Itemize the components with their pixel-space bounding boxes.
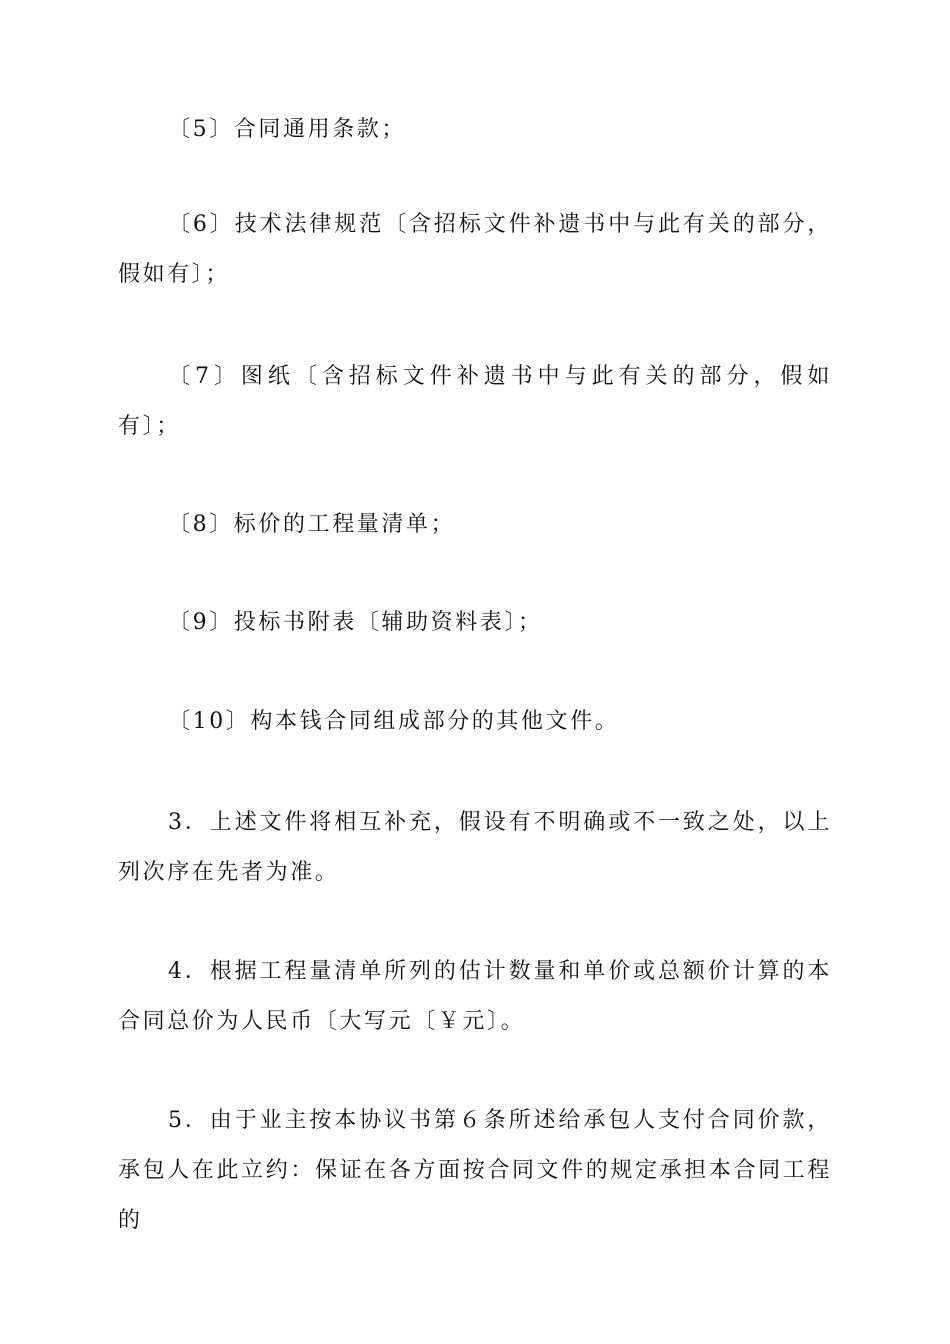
paragraph-clause-5: 5．由于业主按本协议书第６条所述给承包人支付合同价款，承包人在此立约：保证在各方面按合同文件的规定承担本合同工程的 [118,1108,832,1233]
paragraph-item-5: 〔5〕合同通用条款； [168,117,406,142]
paragraph-clause-3: 3．上述文件将相互补充，假设有不明确或不一致之处，以上列次序在先者为准。 [118,810,832,885]
paragraph-item-6: 〔6〕技术法律规范〔含招标文件补遗书中与此有关的部分，假如有〕； [118,212,832,287]
paragraph-item-8: 〔8〕标价的工程量清单； [168,512,456,537]
paragraph-item-9: 〔9〕投标书附表〔辅助资料表〕； [168,610,543,635]
paragraph-clause-4: 4．根据工程量清单所列的估计数量和单价或总额价计算的本合同总价为人民币〔大写元〔￥元〕。 [118,959,832,1034]
paragraph-item-7: 〔7〕图纸〔含招标文件补遗书中与此有关的部分，假如有〕； [118,364,832,439]
paragraph-item-10: 〔10〕构本钱合同组成部分的其他文件。 [168,709,620,734]
